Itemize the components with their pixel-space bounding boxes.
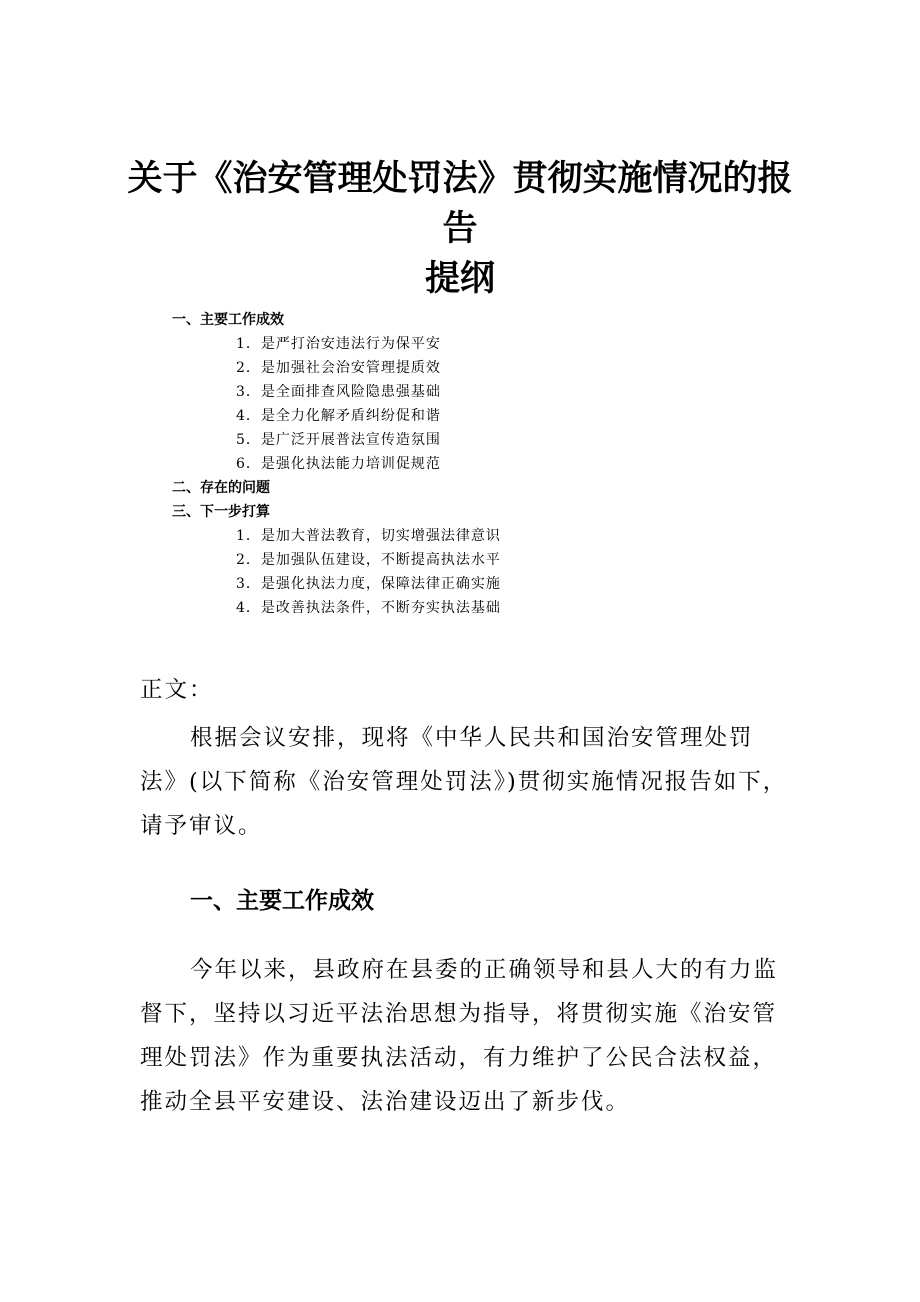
document-subtitle: 提纲: [424, 259, 495, 299]
outline-item: 1．是严打治安违法行为保平安: [236, 336, 441, 352]
outline-heading-3: 三、下一步打算: [172, 504, 270, 520]
outline-item: 4．是改善执法条件，不断夯实执法基础: [236, 600, 501, 616]
outline-item: 6．是强化执法能力培训促规范: [236, 456, 441, 472]
section-paragraph: 今年以来，县政府在县委的正确领导和县人大的有力监督下，坚持以习近平法治思想为指导，将贯彻实施《治安管理处罚法》作为重要执法活动，有力维护了公民合法权益，推动全县平安建设、法治建设迈出了新步伐。: [140, 957, 779, 1115]
document-title-line-2: 告: [442, 209, 478, 249]
outline-item: 1．是加大普法教育，切实增强法律意识: [236, 528, 501, 544]
section-heading: 一、主要工作成效: [190, 888, 374, 914]
body-label: 正文：: [140, 677, 214, 703]
outline-item: 2．是加强队伍建设，不断提高执法水平: [236, 552, 501, 568]
outline-item: 3．是强化执法力度，保障法律正确实施: [236, 576, 501, 592]
outline-item: 4．是全力化解矛盾纠纷促和谐: [236, 408, 441, 424]
intro-paragraph: 根据会议安排，现将《中华人民共和国治安管理处罚法》(以下简称《治安管理处罚法》)贯彻实施情况报告如下，请予审议。: [140, 725, 788, 839]
outline-heading-2: 二、存在的问题: [172, 480, 270, 496]
outline-item: 2．是加强社会治安管理提质效: [236, 360, 441, 376]
outline-item: 3．是全面排查风险隐患强基础: [236, 384, 441, 400]
outline-item: 5．是广泛开展普法宣传造氛围: [236, 432, 441, 448]
document-title-line-1: 关于《治安管理处罚法》贯彻实施情况的报: [127, 159, 793, 199]
outline-heading-1: 一、主要工作成效: [172, 312, 284, 328]
